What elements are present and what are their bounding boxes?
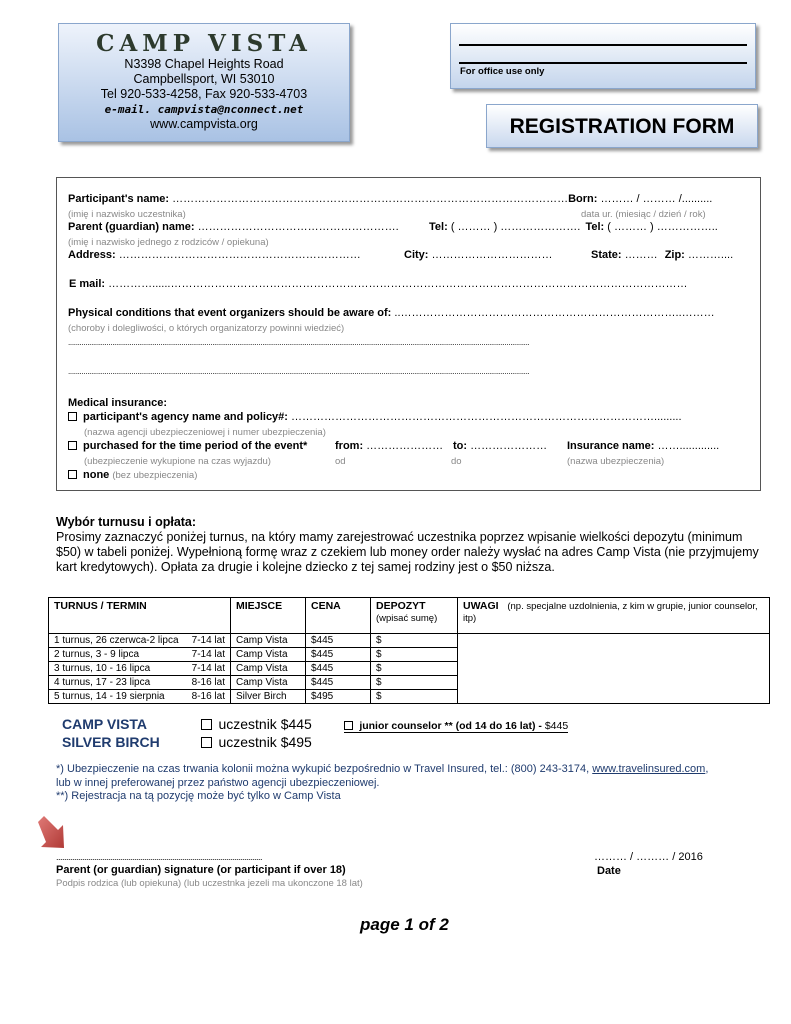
date-label: Date bbox=[597, 865, 621, 877]
header-uwagi-sub: (np. specjalne uzdolnienia, z kim w grupie, junior counselor, itp) bbox=[463, 601, 758, 624]
email-row[interactable] bbox=[69, 278, 687, 291]
email-field[interactable]: …………......…………………………………………………………………………………………………………………………… bbox=[108, 278, 688, 290]
miejsce-cell: Camp Vista bbox=[231, 662, 306, 676]
footnote-1-end: , bbox=[705, 763, 709, 775]
footnote-1-continued: lub w innej preferowanej przez państwo agencji ubezpieczeniowej. bbox=[56, 776, 380, 789]
insurance-name-row[interactable] bbox=[567, 440, 719, 453]
turnus-term: 3 turnus, 10 - 16 lipca bbox=[54, 663, 151, 674]
state-field[interactable]: ……… bbox=[624, 249, 658, 261]
camp-website: www.campvista.org bbox=[150, 117, 258, 131]
depozyt-cell[interactable]: $ bbox=[371, 634, 458, 648]
none-checkbox[interactable] bbox=[68, 470, 77, 479]
purchased-option[interactable] bbox=[68, 440, 307, 453]
none-hint: (bez ubezpieczenia) bbox=[112, 470, 198, 481]
turnus-term: 4 turnus, 17 - 23 lipca bbox=[54, 677, 151, 688]
office-line-2[interactable] bbox=[459, 62, 747, 64]
miejsce-cell: Camp Vista bbox=[231, 676, 306, 690]
tel-label: Tel: bbox=[429, 221, 448, 233]
footnote-1 bbox=[56, 763, 766, 777]
insurance-name-field[interactable]: ……............. bbox=[657, 440, 720, 452]
depozyt-cell[interactable]: $ bbox=[371, 676, 458, 690]
from-row[interactable] bbox=[335, 440, 443, 453]
turnus-cell bbox=[49, 690, 231, 704]
tel-row[interactable] bbox=[429, 221, 718, 234]
to-label: to: bbox=[453, 440, 468, 452]
participant-name-row[interactable] bbox=[68, 193, 712, 206]
parent-name-row[interactable] bbox=[68, 221, 399, 234]
header-turnus: TURNUS / TERMIN bbox=[49, 598, 231, 634]
physical-row[interactable] bbox=[68, 307, 715, 320]
camp-email: e-mail. campvista@nconnect.net bbox=[104, 103, 304, 116]
session-selection-section bbox=[56, 515, 766, 575]
to-row[interactable] bbox=[453, 440, 547, 453]
silver-birch-checkbox[interactable] bbox=[201, 737, 212, 748]
cena-cell: $445 bbox=[306, 648, 371, 662]
city-field[interactable]: …………………………… bbox=[431, 249, 553, 261]
none-label: none bbox=[83, 469, 110, 481]
turnus-age: 7-14 lat bbox=[191, 635, 225, 646]
office-use-label: For office use only bbox=[460, 66, 545, 77]
depozyt-cell[interactable]: $ bbox=[371, 662, 458, 676]
cena-cell: $445 bbox=[306, 676, 371, 690]
office-line-1[interactable] bbox=[459, 44, 747, 46]
none-option[interactable] bbox=[68, 469, 197, 482]
participant-section bbox=[56, 177, 761, 491]
city-row[interactable] bbox=[404, 249, 553, 262]
cena-cell: $495 bbox=[306, 690, 371, 704]
zip-label: Zip: bbox=[664, 249, 685, 261]
header-depozyt bbox=[371, 598, 458, 634]
session-selection-text: Prosimy zaznaczyć poniżej turnus, na który mamy zarejestrować uczestnika poprzez wpisanie wielkości depozytu (minimum $50) w tabeli poniżej. Wypełnioną formę wraz z czekiem lub money order należy wysłać na adres Camp Vista (nie przyjmujemy kart kredytowych). Opłata za drugie i kolejne dziecko z tej samej rodziny jest o $50 niższa. bbox=[56, 530, 759, 574]
turnus-cell bbox=[49, 634, 231, 648]
purchased-checkbox[interactable] bbox=[68, 441, 77, 450]
office-use-box bbox=[450, 23, 756, 89]
header-cena: CENA bbox=[306, 598, 371, 634]
cena-cell: $445 bbox=[306, 662, 371, 676]
tel2-label: Tel: bbox=[585, 221, 605, 233]
camp-phone: Tel 920-533-4258, Fax 920-533-4703 bbox=[100, 87, 308, 101]
participant-name-label: Participant's name: bbox=[68, 193, 170, 205]
physical-label: Physical conditions that event organizers should be aware of: bbox=[68, 307, 392, 319]
insurance-name-hint: (nazwa ubezpieczenia) bbox=[567, 456, 665, 467]
address-field[interactable]: ………………………………………………………… bbox=[118, 249, 361, 261]
tel-field[interactable]: ( ……… ) …………………. bbox=[450, 221, 581, 233]
turnus-cell bbox=[49, 676, 231, 690]
turnus-term: 1 turnus, 26 czerwca-2 lipca bbox=[54, 635, 179, 646]
signature-field[interactable]: ....................................................................................................... bbox=[56, 852, 263, 862]
depozyt-cell[interactable]: $ bbox=[371, 648, 458, 662]
parent-name-field[interactable]: ………………………………………………. bbox=[197, 221, 399, 233]
turnus-age: 7-14 lat bbox=[191, 649, 225, 660]
parent-name-hint: (imię i nazwisko jednego z rodziców / opiekuna) bbox=[68, 237, 269, 248]
agency-checkbox[interactable] bbox=[68, 412, 77, 421]
purchased-label: purchased for the time period of the event* bbox=[83, 440, 308, 452]
date-field[interactable]: ……… / ……… / 2016 bbox=[594, 851, 703, 863]
medical-insurance-label: Medical insurance: bbox=[68, 397, 168, 409]
turnus-age: 8-16 lat bbox=[191, 677, 225, 688]
camp-address-line1: N3398 Chapel Heights Road bbox=[124, 57, 284, 71]
camp-title: CAMP VISTA bbox=[96, 30, 312, 57]
born-hint: data ur. (miesiąc / dzień / rok) bbox=[581, 209, 706, 220]
turnus-term: 5 turnus, 14 - 19 sierpnia bbox=[54, 691, 165, 702]
camp-info-box bbox=[58, 23, 350, 142]
camp-vista-checkbox[interactable] bbox=[201, 719, 212, 730]
insurance-name-label: Insurance name: bbox=[567, 440, 655, 452]
miejsce-cell: Camp Vista bbox=[231, 634, 306, 648]
address-row[interactable] bbox=[68, 249, 361, 262]
miejsce-cell: Camp Vista bbox=[231, 648, 306, 662]
table-row bbox=[49, 634, 770, 648]
to-field[interactable]: ………………… bbox=[470, 440, 548, 452]
email-label: E mail: bbox=[69, 278, 106, 290]
turnus-age: 7-14 lat bbox=[191, 663, 225, 674]
session-table bbox=[48, 597, 770, 704]
state-zip-row[interactable] bbox=[591, 249, 733, 262]
born-field[interactable]: ……… / ……… /.......... bbox=[600, 193, 713, 205]
camp-vista-name: CAMP VISTA bbox=[62, 716, 148, 732]
from-label: from: bbox=[335, 440, 364, 452]
to-hint: do bbox=[451, 456, 462, 467]
header-miejsce: MIEJSCE bbox=[231, 598, 306, 634]
born-label: Born: bbox=[568, 193, 598, 205]
physical-blank-line-2[interactable]: ................................................................................................................................................................................................................................................ bbox=[68, 367, 530, 376]
junior-counselor-price: $445 bbox=[544, 720, 569, 732]
session-selection-title: Wybór turnusu i opłata: bbox=[56, 515, 197, 529]
camp-address-line2: Campbellsport, WI 53010 bbox=[133, 72, 275, 86]
from-hint: od bbox=[335, 456, 346, 467]
footnotes bbox=[56, 763, 766, 804]
miejsce-cell: Silver Birch bbox=[231, 690, 306, 704]
session-table-header bbox=[49, 598, 770, 634]
agency-option[interactable] bbox=[68, 411, 682, 424]
tel2-field[interactable]: ( ……… ) …………….. bbox=[607, 221, 718, 233]
from-field[interactable]: ………………… bbox=[366, 440, 444, 452]
purchased-hint: (ubezpieczenie wykupione na czas wyjazdu) bbox=[84, 456, 271, 467]
junior-counselor-checkbox[interactable] bbox=[344, 721, 353, 730]
signature-label: Parent (or guardian) signature (or participant if over 18) bbox=[56, 864, 346, 876]
camp-vista-option-label: uczestnik $445 bbox=[218, 716, 312, 732]
agency-label: participant's agency name and policy#: bbox=[83, 411, 288, 423]
agency-field[interactable]: ………………………………………………………………………………………......... bbox=[291, 411, 682, 423]
signature-hint: Podpis rodzica (lub opiekuna) (lub uczestnka jezeli ma ukonczone 18 lat) bbox=[56, 878, 363, 889]
turnus-age: 8-16 lat bbox=[191, 691, 225, 702]
header-depozyt-label: DEPOZYT bbox=[376, 600, 426, 612]
turnus-cell bbox=[49, 648, 231, 662]
turnus-cell bbox=[49, 662, 231, 676]
travelinsured-link[interactable]: www.travelinsured.com bbox=[592, 763, 706, 775]
header-uwagi-label: UWAGI bbox=[463, 600, 499, 612]
camp-vista-price-row bbox=[62, 715, 568, 735]
silver-birch-price-row bbox=[62, 733, 312, 752]
agency-hint: (nazwa agencji ubezpieczeniowej i numer ubezpieczenia) bbox=[84, 427, 326, 438]
footnote-2: **) Rejestracja na tą pozycję może być tylko w Camp Vista bbox=[56, 790, 341, 802]
red-arrow-icon bbox=[36, 814, 72, 854]
junior-counselor-label: junior counselor ** (od 14 do 16 lat) - bbox=[359, 720, 542, 732]
physical-blank-line-1[interactable]: ................................................................................................................................................................................................................................................ bbox=[68, 338, 530, 347]
silver-birch-name: SILVER BIRCH bbox=[62, 734, 160, 750]
physical-hint: (choroby i dolegliwości, o których organizatorzy powinni wiedzieć) bbox=[68, 323, 345, 334]
participant-name-hint: (imię i nazwisko uczestnika) bbox=[68, 209, 186, 220]
participant-name-field[interactable]: ……………………………………………………………………………………………… bbox=[172, 193, 569, 205]
parent-name-label: Parent (guardian) name: bbox=[68, 221, 195, 233]
silver-birch-option[interactable] bbox=[201, 734, 311, 750]
silver-birch-option-label: uczestnik $495 bbox=[218, 734, 312, 750]
header-depozyt-sub: (wpisać sumę) bbox=[376, 613, 438, 624]
header-uwagi bbox=[458, 598, 770, 634]
address-label: Address: bbox=[68, 249, 116, 261]
physical-field[interactable]: ..…………………………………………………………………..……… bbox=[394, 307, 715, 319]
camp-vista-option[interactable] bbox=[201, 716, 311, 732]
uwagi-cell[interactable] bbox=[458, 634, 770, 704]
cena-cell: $445 bbox=[306, 634, 371, 648]
junior-counselor-option[interactable] bbox=[344, 720, 568, 733]
form-title: REGISTRATION FORM bbox=[486, 104, 758, 148]
turnus-term: 2 turnus, 3 - 9 lipca bbox=[54, 649, 140, 660]
page-number: page 1 of 2 bbox=[360, 915, 449, 934]
zip-field[interactable]: ……….... bbox=[687, 249, 734, 261]
state-label: State: bbox=[591, 249, 622, 261]
city-label: City: bbox=[404, 249, 429, 261]
footnote-1-text: *) Ubezpieczenie na czas trwania kolonii można wykupić bezpośrednio w Travel Insured, tel.: (800) 243-3174, bbox=[56, 763, 590, 775]
depozyt-cell[interactable]: $ bbox=[371, 690, 458, 704]
